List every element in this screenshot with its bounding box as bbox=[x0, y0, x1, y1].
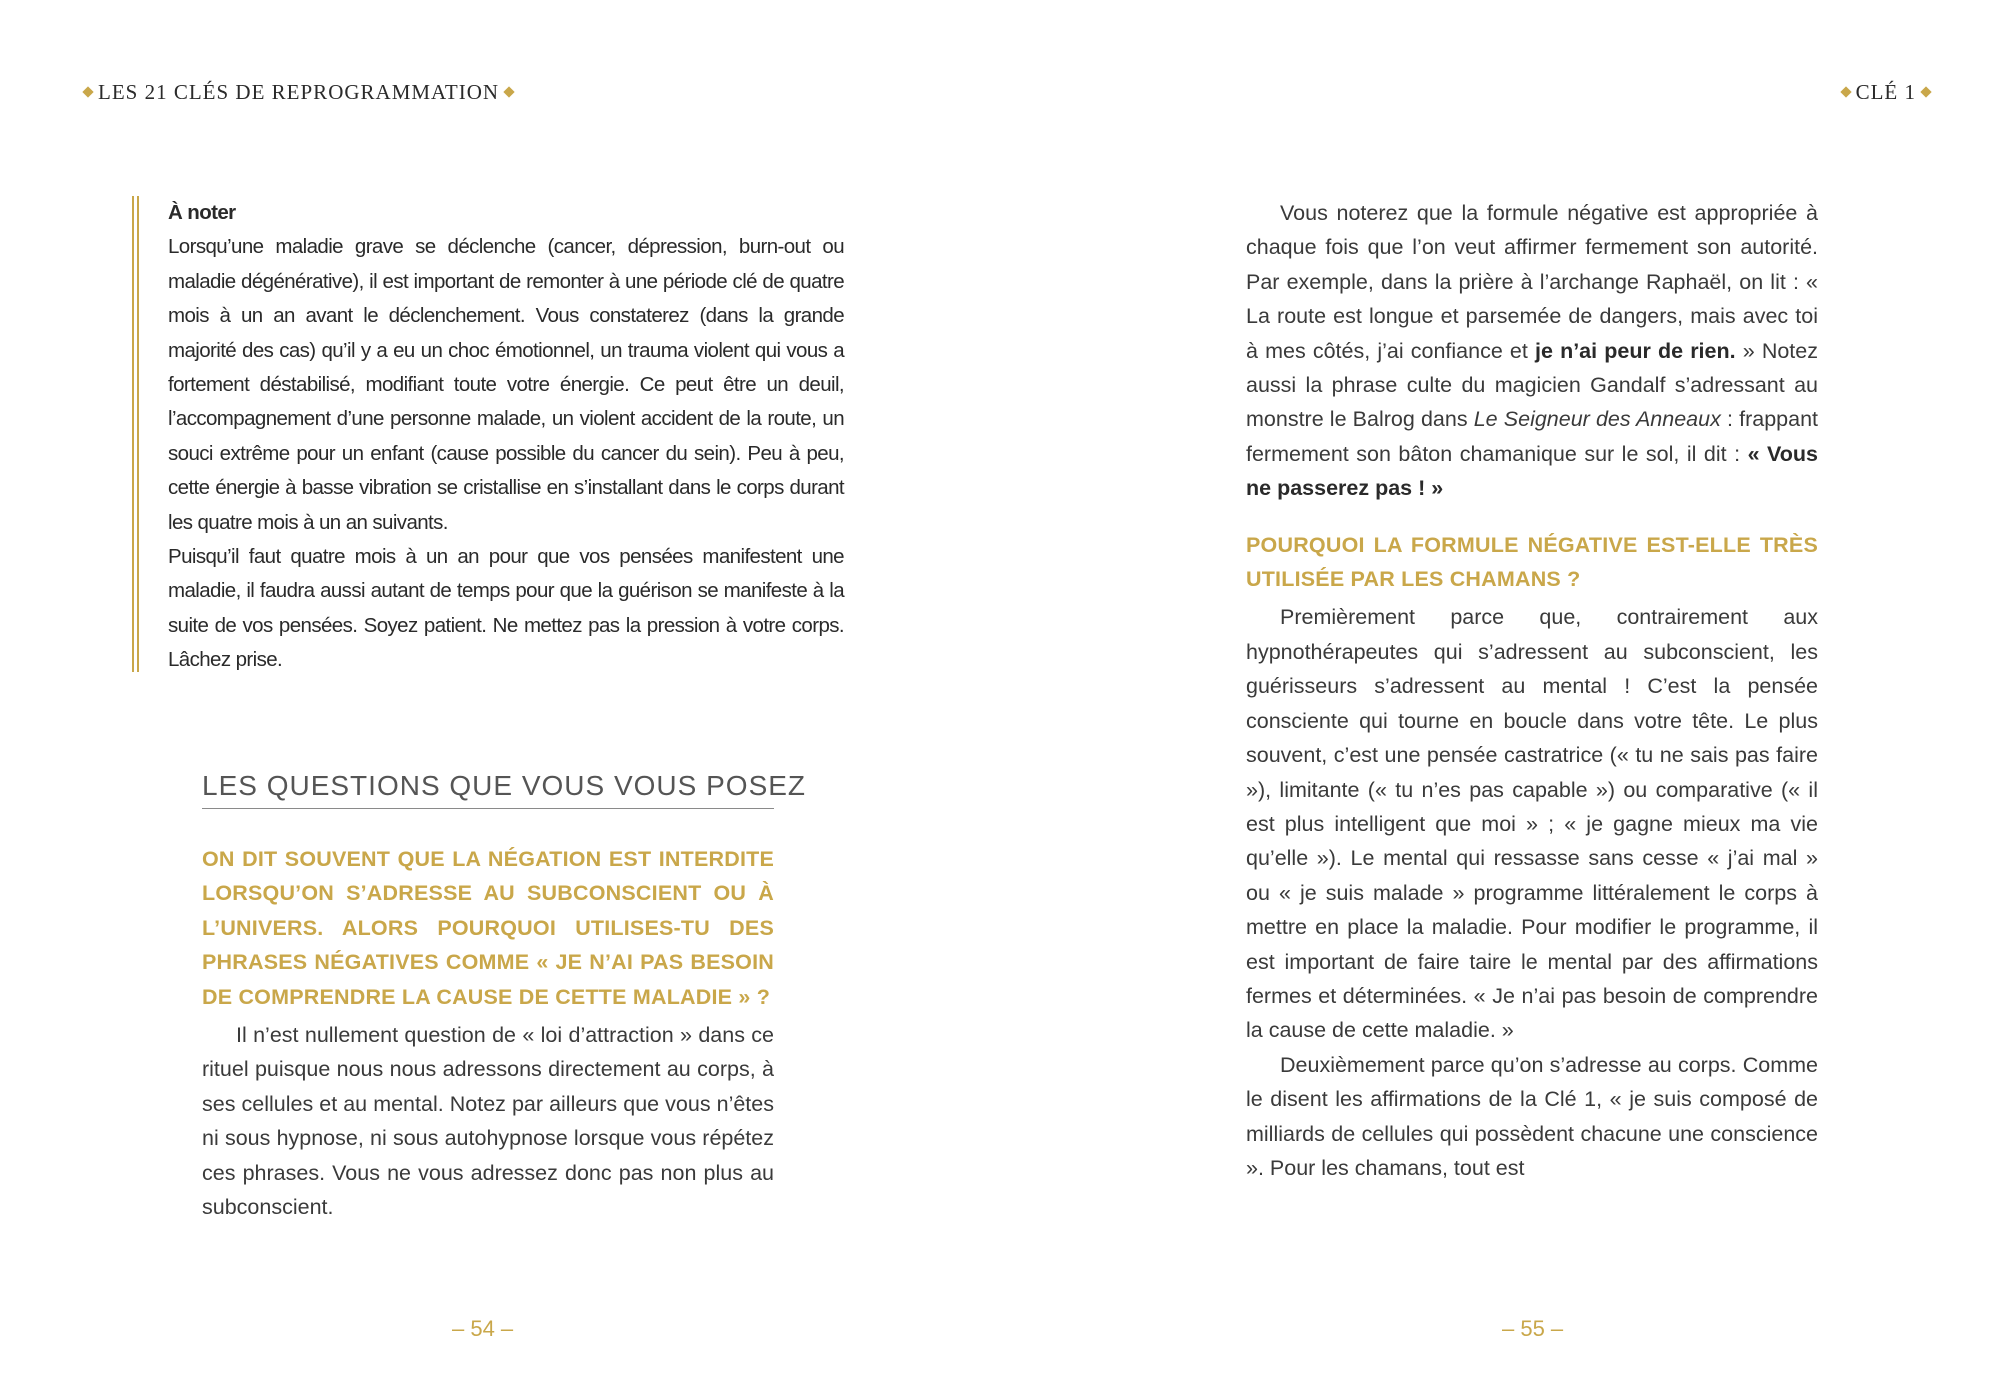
note-box bbox=[132, 196, 844, 672]
text-run: : frappant fermement son bâton chamanique sur le sol, il dit : bbox=[1246, 407, 1818, 466]
section-heading: POURQUOI LA FORMULE NÉGATIVE EST-ELLE TRÈS UTILISÉE PAR LES CHAMANS ? bbox=[1246, 532, 1818, 592]
right-page-body bbox=[1246, 196, 1818, 1185]
body-paragraph bbox=[1246, 196, 1818, 506]
text-run: » Notez aussi la phrase culte du magicien Gandalf s’adressant au monstre le Balrog dans bbox=[1246, 338, 1818, 432]
bold-run: je n’ai peur de rien. bbox=[1535, 338, 1736, 363]
note-double-rule bbox=[132, 196, 138, 672]
diamond-ornament-icon bbox=[1920, 87, 1931, 98]
body-paragraph: Premièrement parce que, contrairement aux hypnothérapeutes qui s’adressent au subconscient, les guérisseurs s’adressent au mental ! C’est la pensée consciente qui tourne en boucle dans votre tête. Le plus souvent, c’est une pensée castratrice (« tu ne sais pas faire »), limitante (« tu n’es pas capable ») ou comparative (« il est plus intelligent que moi » ; « je gagne mieux ma vie qu’elle »). Le mental qui ressasse sans cesse « j’ai mal » ou « je suis malade » programme littéralement le corps à mettre en place la maladie. Pour modifier le programme, il est important de faire taire le mental par des affirmations fermes et déterminées. « Je n’ai pas besoin de comprendre la cause de cette maladie. » bbox=[1246, 605, 1818, 1043]
section-title: LES QUESTIONS QUE VOUS VOUS POSEZ bbox=[202, 770, 774, 809]
book-title: Le Seigneur des Anneaux bbox=[1473, 407, 1721, 432]
diamond-ornament-icon bbox=[82, 87, 93, 98]
note-paragraph: Lorsqu’une maladie grave se déclenche (cancer, dépression, burn-out ou maladie dégénérative), il est important de remonter à une période clé de quatre mois à un an avant le déclenchement. Vous constaterez (dans la grande majorité des cas) qu’il y a eu un choc émotionnel, un trauma violent qui vous a fortement déstabilisé, modifiant toute votre énergie. Ce peut être un deuil, l’accompagnement d’une personne malade, un violent accident de la route, un souci extrême pour un enfant (cause possible du cancer du sein). Peu à peu, cette énergie à basse vibration se cristallise en s’installant dans le corps durant les quatre mois à un an suivants. bbox=[168, 235, 844, 534]
page-number: – 55 – bbox=[1502, 1316, 1564, 1341]
question-block bbox=[202, 842, 774, 1224]
body-paragraph: Deuxièmement parce qu’on s’adresse au corps. Comme le disent les affirmations de la Clé 1, « je suis composé de milliards de cellules qui possèdent chacune une conscience ». Pour les chamans, tout est bbox=[1246, 1052, 1818, 1180]
bold-quote: « Vous ne passerez pas ! » bbox=[1246, 441, 1818, 501]
page-number: – 54 – bbox=[452, 1316, 514, 1341]
question-heading: ON DIT SOUVENT QUE LA NÉGATION EST INTERDITE LORSQU’ON S’ADRESSE AU SUBCONSCIENT OU À L’UNIVERS. ALORS POURQUOI UTILISES-TU DES PHRASES NÉGATIVES COMME « JE N’AI PAS BESOIN DE COMPRENDRE LA CAUSE DE CETTE MALADIE » ? bbox=[202, 847, 774, 1009]
running-head-right bbox=[1842, 80, 1930, 105]
note-paragraph: Puisqu’il faut quatre mois à un an pour que vos pensées manifestent une maladie, il faudra aussi autant de temps pour que la guérison se manifeste à la suite de vos pensées. Soyez patient. Ne mettez pas la pression à votre corps. Lâchez prise. bbox=[168, 545, 844, 672]
text-run: Vous noterez que la formule négative est appropriée à chaque fois que l’on veut affirmer fermement son autorité. Par exemple, dans la prière à l’archange Raphaël, on lit : « La route est longue et parsemée de dangers, mais avec toi à mes côtés, j’ai confiance et bbox=[1246, 201, 1818, 363]
diamond-ornament-icon bbox=[503, 87, 514, 98]
running-head-text: CLÉ 1 bbox=[1855, 80, 1916, 104]
running-head-text: LES 21 CLÉS DE REPROGRAMMATION bbox=[98, 80, 500, 104]
running-head-left bbox=[84, 80, 513, 105]
diamond-ornament-icon bbox=[1840, 87, 1851, 98]
note-title: À noter bbox=[168, 201, 236, 224]
answer-paragraph: Il n’est nullement question de « loi d’attraction » dans ce rituel puisque nous nous adressons directement au corps, à ses cellules et au mental. Notez par ailleurs que vous n’êtes ni sous hypnose, ni sous autohypnose lorsque vous répétez ces phrases. Vous ne vous adressez donc pas non plus au subconscient. bbox=[202, 1023, 774, 1220]
note-content bbox=[168, 196, 844, 678]
